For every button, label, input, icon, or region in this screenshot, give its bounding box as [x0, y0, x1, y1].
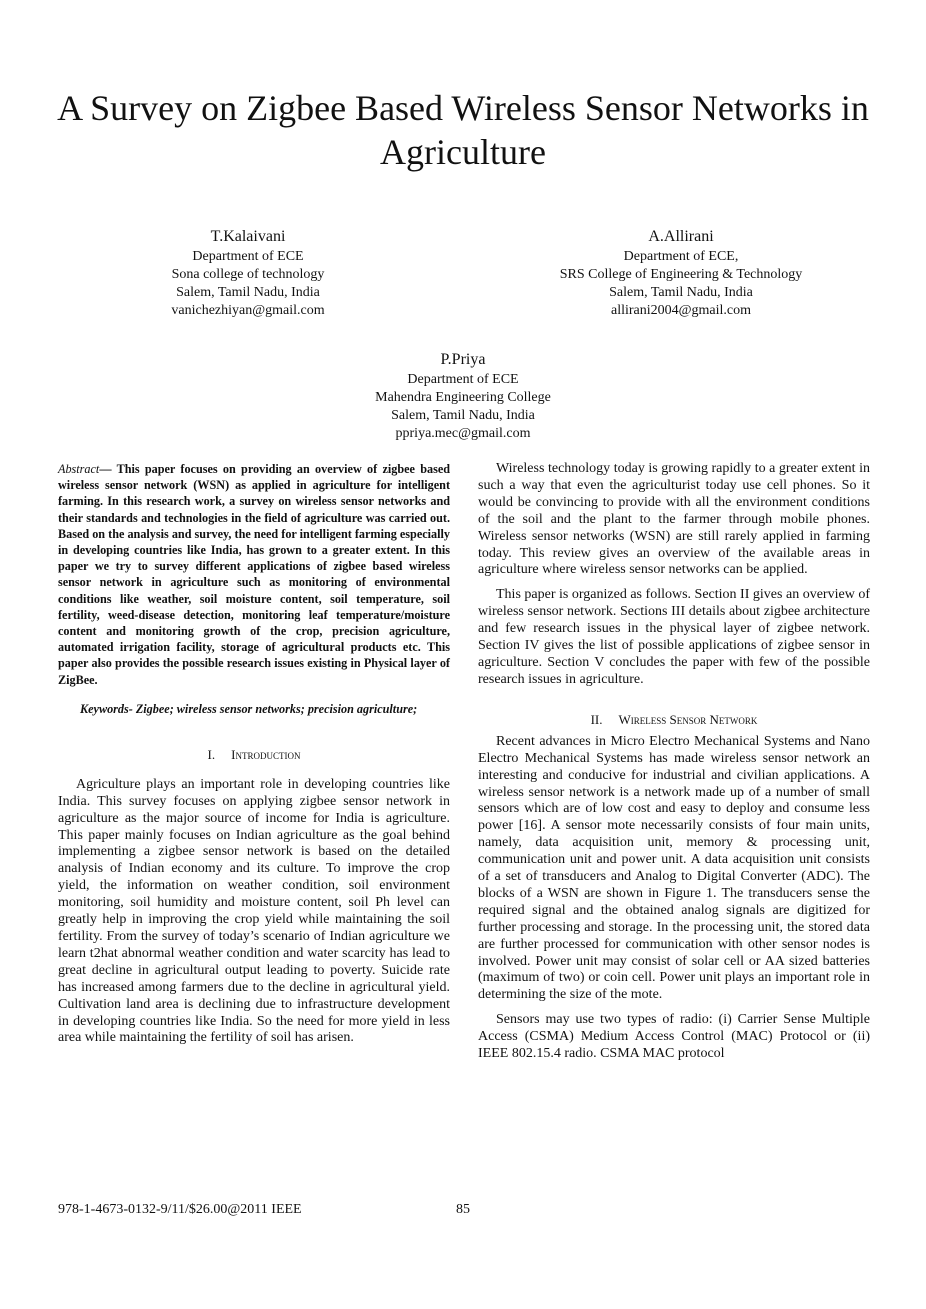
abstract-text: This paper focuses on providing an overview of zigbee based wireless sensor network (WSN) as applied in agriculture for intelligent farming. In this research work, a survey on wireless sensor networks and their standards and technologies in the field of agriculture was carried out. Based on the analysis and survey, the need for intelligent farming especially in developing countries like India, has grown to a greater extent. In this paper we try to survey different applications of zigbee based wireless sensor network in agriculture such as monitoring of environmental conditions like weather, soil moisture content, soil temperature, soil fertility, weed-disease detection, monitoring leaf temperature/moisture content and monitoring growth of the crop, precision agriculture, automated irrigation facility, storage of agricultural products etc. This paper also provides the possible research issues existing in Physical layer of ZigBee. [58, 462, 451, 687]
author-department: Department of ECE [192, 249, 304, 264]
section-heading-introduction [58, 747, 450, 763]
abstract-label: Abstract [58, 462, 100, 476]
author-institution: Mahendra Engineering College [375, 390, 551, 405]
section-number: I. [207, 746, 216, 762]
paper-title: A Survey on Zigbee Based Wireless Sensor Networks in Agriculture [57, 88, 869, 172]
author-block-1 [148, 227, 348, 320]
author-email: allirani2004@gmail.com [610, 303, 752, 318]
section-heading-wsn [478, 712, 870, 728]
wsn-body [478, 734, 870, 1063]
author-name: P.Priya [440, 351, 486, 368]
paragraph: Agriculture plays an important role in developing countries like India. This survey focuses on applying zigbee sensor network in agriculture as the major source of income for India is agriculture. This paper mainly focuses on Indian agriculture as the goal behind implementing a zigbee sensor network is based on the detailed analysis of Indian economy and its culture. To improve the crop yield, the information on weather condition, soil environment monitoring, soil humidity and moisture content, soil Ph level can greatly help in improving the crop yield while maintaining the soil fertility. From the survey of today’s scenario of Indian agriculture we learn t2hat abnormal weather condition and water scarcity has lead to great decline in agricultural output leading to poverty. Suicide rate has increased among farmers due to the decline in agricultural yield. Cultivation land area is declining due to infrastructure development in developing countries like India. So the need for more yield in less area while maintaining the fertility of soil has arisen. [58, 776, 450, 1046]
paragraph: This paper is organized as follows. Section II gives an overview of wireless sensor network. Sections III details about zigbee architecture and few research issues in the physical layer of zigbee network. Section IV gives the list of possible applications of zigbee sensor in agriculture. Section V concludes the paper with few of the possible research issues in agriculture. [478, 587, 870, 687]
author-institution: Sona college of technology [171, 267, 325, 282]
introduction-body [58, 777, 450, 1048]
footer-isbn: 978-1-4673-0132-9/11/$26.00@2011 IEEE [58, 1202, 302, 1217]
left-column [58, 461, 450, 1047]
author-block-3 [353, 350, 573, 443]
author-institution: SRS College of Engineering & Technology [559, 267, 803, 282]
paragraph: Sensors may use two types of radio: (i) Carrier Sense Multiple Access (CSMA) Medium Access Control (MAC) Protocol or (ii) IEEE 802.15.4 radio. CSMA MAC protocol [478, 1012, 870, 1062]
author-name: A.Allirani [648, 228, 714, 245]
author-name: T.Kalaivani [210, 228, 286, 245]
section-title: Wireless Sensor Network [618, 711, 758, 727]
author-email: ppriya.mec@gmail.com [395, 426, 531, 441]
author-department: Department of ECE [407, 372, 519, 387]
right-column [478, 461, 870, 1063]
paragraph: Wireless technology today is growing rapidly to a greater extent in such a way that even the agriculturist today use cell phones. So it would be convincing to provide with all the environment conditions of the soil and the plant to the farmer through mobile phones. Wireless sensor networks (WSN) are still rarely applied in farming today. This review gives an overview of the available areas in agriculture where wireless sensor networks can be applied. [478, 461, 870, 578]
section-title: Introduction [231, 746, 301, 762]
author-email: vanichezhiyan@gmail.com [171, 303, 325, 318]
intro-continued [478, 461, 870, 689]
author-location: Salem, Tamil Nadu, India [176, 285, 320, 300]
page-number: 85 [456, 1202, 470, 1217]
keywords: Keywords- Zigbee; wireless sensor networks; precision agriculture; [80, 701, 418, 716]
author-location: Salem, Tamil Nadu, India [609, 285, 753, 300]
section-number: II. [590, 711, 603, 727]
author-block-2 [530, 227, 832, 320]
abstract: Abstract— This paper focuses on providing an overview of zigbee based wireless sensor network (WSN) as applied in agriculture for intelligent farming. In this research work, a survey on wireless sensor networks and their standards and technologies in the field of agriculture was carried out. Based on the analysis and survey, the need for intelligent farming especially in developing countries like India, has grown to a greater extent. In this paper we try to survey different applications of zigbee based wireless sensor network in agriculture such as monitoring of environmental conditions like weather, soil moisture content, soil temperature, soil fertility, weed-disease detection, monitoring leaf temperature/moisture content and monitoring growth of the crop, precision agriculture, automated irrigation facility, storage of agricultural products etc. This paper also provides the possible research issues existing in Physical layer of ZigBee. [58, 462, 451, 687]
author-location: Salem, Tamil Nadu, India [391, 408, 535, 423]
paragraph: Recent advances in Micro Electro Mechanical Systems and Nano Electro Mechanical Systems has made wireless sensor network an interesting and conducive for industrial and civilian applications. A wireless sensor network is a network made up of a number of small sensors which are of low cost and easy to deploy and consume less power [16]. A sensor mote necessarily consists of four main units, namely, data acquisition unit, memory & processing unit, communication unit and power unit. A data acquisition unit consists of a set of transducers and Analog to Digital Converter (ADC). The blocks of a WSN are shown in Figure 1. The transducers sense the required signal and the obtained analog signals are digitized for further processing and storage. In the processing unit, the stored data are further processed for communication with other sensor nodes is involved. Power unit may consist of solar cell or AA sized batteries (maximum of two) or coin cell. Power unit plays an important role in determining the size of the mote. [478, 733, 870, 1003]
author-department: Department of ECE, [623, 249, 739, 264]
